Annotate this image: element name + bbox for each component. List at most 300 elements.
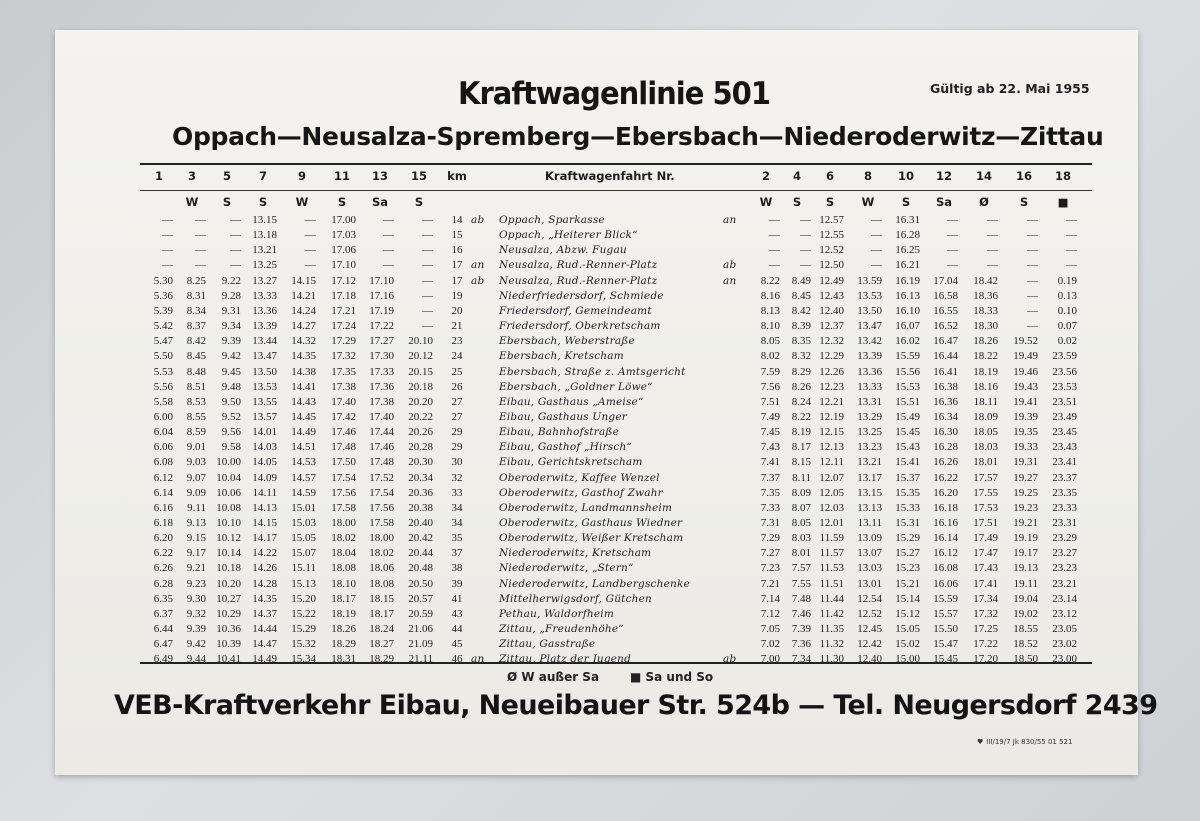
time-cell: 10.04 bbox=[216, 472, 241, 484]
time-cell: 17.49 bbox=[973, 532, 998, 544]
time-cell: 18.36 bbox=[973, 290, 998, 302]
time-cell: 23.45 bbox=[1052, 426, 1077, 438]
time-cell: 20.15 bbox=[408, 366, 433, 378]
time-cell: 21.09 bbox=[408, 638, 433, 650]
km-cell: 27 bbox=[451, 396, 463, 408]
time-cell: — bbox=[1027, 275, 1038, 287]
time-cell: 19.02 bbox=[1013, 608, 1038, 620]
time-cell: 15.51 bbox=[895, 396, 920, 408]
time-cell: 15.05 bbox=[291, 532, 316, 544]
km-cell: 30 bbox=[451, 456, 463, 468]
time-cell: 19.13 bbox=[1013, 562, 1038, 574]
time-cell: 10.12 bbox=[216, 532, 241, 544]
time-cell: 18.52 bbox=[1013, 638, 1038, 650]
time-cell: 19.39 bbox=[1013, 411, 1038, 423]
time-cell: 18.24 bbox=[369, 623, 394, 635]
time-cell: 14.32 bbox=[291, 335, 316, 347]
time-cell: 19.23 bbox=[1013, 502, 1038, 514]
time-cell: — bbox=[162, 214, 173, 226]
time-cell: 12.07 bbox=[819, 472, 844, 484]
time-cell: 17.18 bbox=[331, 290, 356, 302]
time-cell: 7.48 bbox=[791, 593, 811, 605]
km-cell: 21 bbox=[451, 320, 463, 332]
time-cell: 17.40 bbox=[331, 396, 356, 408]
time-cell: 17.32 bbox=[331, 350, 356, 362]
time-cell: 15.33 bbox=[895, 502, 920, 514]
time-cell: 20.30 bbox=[408, 456, 433, 468]
time-cell: 17.48 bbox=[369, 456, 394, 468]
time-cell: 20.44 bbox=[408, 547, 433, 559]
time-cell: 18.02 bbox=[331, 532, 356, 544]
time-cell: 17.22 bbox=[973, 638, 998, 650]
arrival-departure-mark: ab bbox=[471, 214, 485, 226]
time-cell: 13.47 bbox=[857, 320, 882, 332]
print-mark-text: III/19/7 Jk 830/55 01 521 bbox=[986, 738, 1073, 746]
time-cell: 9.50 bbox=[221, 396, 241, 408]
time-cell: 17.36 bbox=[369, 381, 394, 393]
time-cell: 15.34 bbox=[291, 653, 316, 665]
time-cell: 7.43 bbox=[760, 441, 780, 453]
time-cell: 18.26 bbox=[973, 335, 998, 347]
time-cell: 21.06 bbox=[408, 623, 433, 635]
trip-number-header: 11 bbox=[333, 169, 351, 183]
time-cell: 17.27 bbox=[369, 335, 394, 347]
time-cell: 8.29 bbox=[791, 366, 811, 378]
time-cell: 9.28 bbox=[221, 290, 241, 302]
time-cell: 17.03 bbox=[331, 229, 356, 241]
time-cell: 6.20 bbox=[153, 532, 173, 544]
time-cell: 7.12 bbox=[760, 608, 780, 620]
time-cell: 20.28 bbox=[408, 441, 433, 453]
stop-name: Niederfriedersdorf, Schmiede bbox=[499, 290, 664, 302]
time-cell: 8.42 bbox=[791, 305, 811, 317]
time-cell: 13.55 bbox=[252, 396, 277, 408]
km-cell: 33 bbox=[451, 487, 463, 499]
time-cell: 23.35 bbox=[1052, 487, 1077, 499]
time-cell: 11.32 bbox=[819, 638, 844, 650]
time-cell: — bbox=[987, 214, 998, 226]
time-cell: 14.26 bbox=[252, 562, 277, 574]
time-cell: 18.30 bbox=[973, 320, 998, 332]
time-cell: 14.24 bbox=[291, 305, 316, 317]
time-cell: 12.29 bbox=[819, 350, 844, 362]
time-cell: 6.06 bbox=[153, 441, 173, 453]
time-cell: 18.26 bbox=[331, 623, 356, 635]
time-cell: 23.56 bbox=[1052, 366, 1077, 378]
time-cell: 11.42 bbox=[819, 608, 844, 620]
time-cell: 23.14 bbox=[1052, 593, 1077, 605]
km-cell: 25 bbox=[451, 366, 463, 378]
time-cell: 5.56 bbox=[153, 381, 173, 393]
time-cell: — bbox=[422, 305, 433, 317]
time-cell: 0.10 bbox=[1057, 305, 1077, 317]
time-cell: — bbox=[769, 229, 780, 241]
time-cell: 8.15 bbox=[791, 456, 811, 468]
time-cell: 17.25 bbox=[973, 623, 998, 635]
time-cell: 8.22 bbox=[760, 275, 780, 287]
time-cell: — bbox=[195, 259, 206, 271]
time-cell: 17.52 bbox=[369, 472, 394, 484]
time-cell: 14.28 bbox=[252, 578, 277, 590]
time-cell: 8.05 bbox=[760, 335, 780, 347]
time-cell: 13.53 bbox=[252, 381, 277, 393]
time-cell: 8.01 bbox=[791, 547, 811, 559]
time-cell: 10.41 bbox=[216, 653, 241, 665]
time-cell: 13.31 bbox=[857, 396, 882, 408]
time-cell: — bbox=[230, 244, 241, 256]
time-cell: 6.16 bbox=[153, 502, 173, 514]
time-cell: 19.04 bbox=[1013, 593, 1038, 605]
time-cell: 9.44 bbox=[186, 653, 206, 665]
time-cell: — bbox=[947, 229, 958, 241]
time-cell: 7.56 bbox=[760, 381, 780, 393]
stop-name: Oberoderwitz, Gasthof Zwahr bbox=[499, 487, 663, 499]
time-cell: 15.13 bbox=[291, 578, 316, 590]
time-cell: 8.39 bbox=[791, 320, 811, 332]
time-cell: 16.13 bbox=[895, 290, 920, 302]
print-mark bbox=[977, 738, 1072, 746]
time-cell: 15.37 bbox=[895, 472, 920, 484]
time-cell: 13.33 bbox=[252, 290, 277, 302]
trip-number-header: 1 bbox=[154, 169, 164, 183]
time-cell: — bbox=[947, 244, 958, 256]
time-cell: 17.46 bbox=[331, 426, 356, 438]
time-cell: 16.30 bbox=[933, 426, 958, 438]
km-cell: 19 bbox=[451, 290, 463, 302]
time-cell: — bbox=[1027, 244, 1038, 256]
valid-from-note: Gültig ab 22. Mai 1955 bbox=[930, 81, 1090, 96]
time-cell: 12.15 bbox=[819, 426, 844, 438]
arrival-departure-mark: ab bbox=[723, 259, 737, 271]
time-cell: 12.37 bbox=[819, 320, 844, 332]
time-cell: 7.33 bbox=[760, 502, 780, 514]
time-cell: 19.46 bbox=[1013, 366, 1038, 378]
time-cell: 10.06 bbox=[216, 487, 241, 499]
time-cell: 11.35 bbox=[819, 623, 844, 635]
day-code: S bbox=[222, 195, 232, 209]
stop-name: Ebersbach, Straße z. Amtsgericht bbox=[499, 366, 686, 378]
time-cell: — bbox=[422, 290, 433, 302]
time-cell: 18.27 bbox=[369, 638, 394, 650]
time-cell: 13.18 bbox=[252, 229, 277, 241]
time-cell: 7.14 bbox=[760, 593, 780, 605]
time-cell: 15.45 bbox=[933, 653, 958, 665]
arrival-departure-mark: an bbox=[471, 653, 485, 665]
header-bottom-rule bbox=[140, 190, 1092, 191]
arrival-departure-mark: an bbox=[723, 275, 737, 287]
arrival-departure-mark: ab bbox=[471, 275, 485, 287]
time-cell: — bbox=[987, 229, 998, 241]
time-cell: — bbox=[987, 259, 998, 271]
time-cell: 8.59 bbox=[186, 426, 206, 438]
km-cell: 44 bbox=[451, 623, 463, 635]
stop-name: Oberoderwitz, Weißer Kretscham bbox=[499, 532, 684, 544]
time-cell: 19.33 bbox=[1013, 441, 1038, 453]
time-cell: 8.07 bbox=[791, 502, 811, 514]
day-code: ■ bbox=[1057, 195, 1069, 209]
time-cell: — bbox=[1066, 229, 1077, 241]
km-cell: 34 bbox=[451, 502, 463, 514]
stop-name: Ebersbach, Kretscham bbox=[499, 350, 624, 362]
time-cell: 8.31 bbox=[186, 290, 206, 302]
time-cell: — bbox=[422, 275, 433, 287]
time-cell: 17.38 bbox=[331, 381, 356, 393]
time-cell: 18.19 bbox=[973, 366, 998, 378]
time-cell: 17.24 bbox=[331, 320, 356, 332]
stop-name: Oberoderwitz, Landmannsheim bbox=[499, 502, 673, 514]
km-cell: 27 bbox=[451, 411, 463, 423]
stop-name: Eibau, Bahnhofstraße bbox=[499, 426, 620, 438]
time-cell: 17.41 bbox=[973, 578, 998, 590]
km-cell: 37 bbox=[451, 547, 463, 559]
time-cell: 20.38 bbox=[408, 502, 433, 514]
stop-name: Mittelherwigsdorf, Gütchen bbox=[499, 593, 653, 605]
time-cell: 15.29 bbox=[895, 532, 920, 544]
stop-name: Niederoderwitz, „Stern“ bbox=[499, 562, 634, 574]
time-cell: — bbox=[305, 214, 316, 226]
time-cell: — bbox=[383, 244, 394, 256]
stop-name: Zittau, „Freudenhöhe“ bbox=[499, 623, 624, 635]
stop-name: Oberoderwitz, Kaffee Wenzel bbox=[499, 472, 660, 484]
km-cell: 17 bbox=[451, 275, 463, 287]
time-cell: 16.21 bbox=[895, 259, 920, 271]
time-cell: 20.18 bbox=[408, 381, 433, 393]
time-cell: 23.37 bbox=[1052, 472, 1077, 484]
time-cell: 12.19 bbox=[819, 411, 844, 423]
stop-name: Eibau, Gerichtskretscham bbox=[499, 456, 643, 468]
time-cell: 9.23 bbox=[186, 578, 206, 590]
time-cell: 15.21 bbox=[895, 578, 920, 590]
km-cell: 14 bbox=[451, 214, 463, 226]
time-cell: 17.53 bbox=[973, 502, 998, 514]
trip-number-header: 18 bbox=[1054, 169, 1072, 183]
time-cell: 15.50 bbox=[933, 623, 958, 635]
time-cell: 17.00 bbox=[331, 214, 356, 226]
stop-name: Eibau, Gasthaus Unger bbox=[499, 411, 627, 423]
time-cell: — bbox=[947, 259, 958, 271]
time-cell: 14.37 bbox=[252, 608, 277, 620]
time-cell: 17.54 bbox=[369, 487, 394, 499]
time-cell: 13.09 bbox=[857, 532, 882, 544]
time-cell: 6.18 bbox=[153, 517, 173, 529]
time-cell: 12.42 bbox=[857, 638, 882, 650]
time-cell: 23.43 bbox=[1052, 441, 1077, 453]
time-cell: 8.37 bbox=[186, 320, 206, 332]
time-cell: 8.45 bbox=[791, 290, 811, 302]
time-cell: 18.15 bbox=[369, 593, 394, 605]
time-cell: 17.44 bbox=[369, 426, 394, 438]
time-cell: 19.31 bbox=[1013, 456, 1038, 468]
time-cell: 14.17 bbox=[252, 532, 277, 544]
time-cell: 15.47 bbox=[933, 638, 958, 650]
time-cell: 13.39 bbox=[252, 320, 277, 332]
time-cell: 7.31 bbox=[760, 517, 780, 529]
time-cell: 21.11 bbox=[408, 653, 433, 665]
time-cell: 17.48 bbox=[331, 441, 356, 453]
km-cell: 29 bbox=[451, 441, 463, 453]
time-cell: 23.23 bbox=[1052, 562, 1077, 574]
time-cell: 5.42 bbox=[153, 320, 173, 332]
time-cell: 0.19 bbox=[1057, 275, 1077, 287]
time-cell: 20.10 bbox=[408, 335, 433, 347]
time-cell: 6.08 bbox=[153, 456, 173, 468]
time-cell: — bbox=[871, 259, 882, 271]
time-cell: 6.00 bbox=[153, 411, 173, 423]
time-cell: 5.39 bbox=[153, 305, 173, 317]
time-cell: 13.23 bbox=[857, 441, 882, 453]
time-cell: 7.23 bbox=[760, 562, 780, 574]
time-cell: 7.34 bbox=[791, 653, 811, 665]
time-cell: 17.19 bbox=[369, 305, 394, 317]
trip-number-header: 4 bbox=[792, 169, 802, 183]
time-cell: 7.27 bbox=[760, 547, 780, 559]
time-cell: 5.50 bbox=[153, 350, 173, 362]
time-cell: 10.18 bbox=[216, 562, 241, 574]
time-cell: 6.22 bbox=[153, 547, 173, 559]
time-cell: 9.48 bbox=[221, 381, 241, 393]
time-cell: 9.11 bbox=[187, 502, 206, 514]
time-cell: 5.36 bbox=[153, 290, 173, 302]
time-cell: 17.58 bbox=[369, 517, 394, 529]
time-cell: 9.03 bbox=[186, 456, 206, 468]
time-cell: 16.28 bbox=[933, 441, 958, 453]
time-cell: 14.49 bbox=[291, 426, 316, 438]
time-cell: 8.13 bbox=[760, 305, 780, 317]
time-cell: 13.25 bbox=[857, 426, 882, 438]
trip-label-header: Kraftwagenfahrt Nr. bbox=[545, 169, 675, 183]
time-cell: 6.04 bbox=[153, 426, 173, 438]
time-cell: 7.39 bbox=[791, 623, 811, 635]
trip-number-header: 9 bbox=[297, 169, 307, 183]
time-cell: 15.23 bbox=[895, 562, 920, 574]
time-cell: 20.20 bbox=[408, 396, 433, 408]
km-cell: 17 bbox=[451, 259, 463, 271]
stop-name: Ebersbach, „Goldner Löwe“ bbox=[499, 381, 653, 393]
time-cell: 15.12 bbox=[895, 608, 920, 620]
time-cell: 7.59 bbox=[760, 366, 780, 378]
day-code: S bbox=[258, 195, 268, 209]
time-cell: 17.22 bbox=[369, 320, 394, 332]
time-cell: 17.51 bbox=[973, 517, 998, 529]
time-cell: 15.59 bbox=[933, 593, 958, 605]
time-cell: 8.24 bbox=[791, 396, 811, 408]
time-cell: 17.34 bbox=[973, 593, 998, 605]
time-cell: 15.29 bbox=[291, 623, 316, 635]
time-cell: 13.50 bbox=[252, 366, 277, 378]
time-cell: 6.44 bbox=[153, 623, 173, 635]
km-cell: 38 bbox=[451, 562, 463, 574]
time-cell: — bbox=[1027, 290, 1038, 302]
time-cell: — bbox=[195, 214, 206, 226]
time-cell: 13.13 bbox=[857, 502, 882, 514]
time-cell: 23.29 bbox=[1052, 532, 1077, 544]
time-cell: 12.11 bbox=[819, 456, 844, 468]
time-cell: 16.19 bbox=[895, 275, 920, 287]
time-cell: 8.26 bbox=[791, 381, 811, 393]
time-cell: 15.20 bbox=[291, 593, 316, 605]
time-cell: 7.41 bbox=[760, 456, 780, 468]
time-cell: 17.29 bbox=[331, 335, 356, 347]
stop-name: Oppach, Sparkasse bbox=[499, 214, 605, 226]
time-cell: 12.43 bbox=[819, 290, 844, 302]
time-cell: 14.35 bbox=[291, 350, 316, 362]
time-cell: — bbox=[800, 244, 811, 256]
time-cell: 14.15 bbox=[252, 517, 277, 529]
time-cell: 9.58 bbox=[221, 441, 241, 453]
time-cell: 16.26 bbox=[933, 456, 958, 468]
time-cell: 18.10 bbox=[331, 578, 356, 590]
time-cell: 11.51 bbox=[819, 578, 844, 590]
trip-number-header: 10 bbox=[897, 169, 915, 183]
time-cell: 8.03 bbox=[791, 532, 811, 544]
time-cell: 8.45 bbox=[186, 350, 206, 362]
time-cell: 17.10 bbox=[331, 259, 356, 271]
time-cell: — bbox=[800, 214, 811, 226]
time-cell: 17.47 bbox=[973, 547, 998, 559]
time-cell: 10.10 bbox=[216, 517, 241, 529]
time-cell: 9.31 bbox=[221, 305, 241, 317]
km-cell: 46 bbox=[451, 653, 463, 665]
time-cell: — bbox=[162, 259, 173, 271]
time-cell: 18.17 bbox=[331, 593, 356, 605]
time-cell: 8.22 bbox=[791, 411, 811, 423]
trip-number-header: 15 bbox=[410, 169, 428, 183]
time-cell: 17.06 bbox=[331, 244, 356, 256]
time-cell: 19.49 bbox=[1013, 350, 1038, 362]
time-cell: 8.55 bbox=[186, 411, 206, 423]
time-cell: 23.05 bbox=[1052, 623, 1077, 635]
time-cell: 9.13 bbox=[186, 517, 206, 529]
trip-number-header: 2 bbox=[761, 169, 771, 183]
time-cell: 18.11 bbox=[973, 396, 998, 408]
time-cell: 20.26 bbox=[408, 426, 433, 438]
legend-w-except-sa: Ø W außer Sa bbox=[507, 670, 600, 684]
time-cell: 18.00 bbox=[369, 532, 394, 544]
time-cell: 13.27 bbox=[252, 275, 277, 287]
time-cell: 13.36 bbox=[857, 366, 882, 378]
time-cell: 6.49 bbox=[153, 653, 173, 665]
trip-number-header: 13 bbox=[371, 169, 389, 183]
time-cell: — bbox=[383, 259, 394, 271]
stop-name: Neusalza, Rud.-Renner-Platz bbox=[499, 259, 658, 271]
day-code: Sa bbox=[371, 195, 389, 209]
time-cell: — bbox=[871, 214, 882, 226]
time-cell: 5.30 bbox=[153, 275, 173, 287]
time-cell: 8.42 bbox=[186, 335, 206, 347]
time-cell: 16.25 bbox=[895, 244, 920, 256]
time-cell: 17.10 bbox=[369, 275, 394, 287]
time-cell: 14.15 bbox=[291, 275, 316, 287]
time-cell: 8.11 bbox=[792, 472, 811, 484]
time-cell: — bbox=[769, 244, 780, 256]
time-cell: 16.58 bbox=[933, 290, 958, 302]
time-cell: — bbox=[305, 244, 316, 256]
time-cell: 16.12 bbox=[933, 547, 958, 559]
day-code: S bbox=[1019, 195, 1029, 209]
time-cell: 15.27 bbox=[895, 547, 920, 559]
time-cell: 0.07 bbox=[1057, 320, 1077, 332]
time-cell: 20.50 bbox=[408, 578, 433, 590]
time-cell: 12.45 bbox=[857, 623, 882, 635]
time-cell: 17.50 bbox=[331, 456, 356, 468]
time-cell: 15.14 bbox=[895, 593, 920, 605]
time-cell: 15.32 bbox=[291, 638, 316, 650]
time-cell: 17.35 bbox=[331, 366, 356, 378]
time-cell: 13.11 bbox=[857, 517, 882, 529]
time-cell: 15.56 bbox=[895, 366, 920, 378]
time-cell: 11.57 bbox=[819, 547, 844, 559]
time-cell: 18.03 bbox=[973, 441, 998, 453]
